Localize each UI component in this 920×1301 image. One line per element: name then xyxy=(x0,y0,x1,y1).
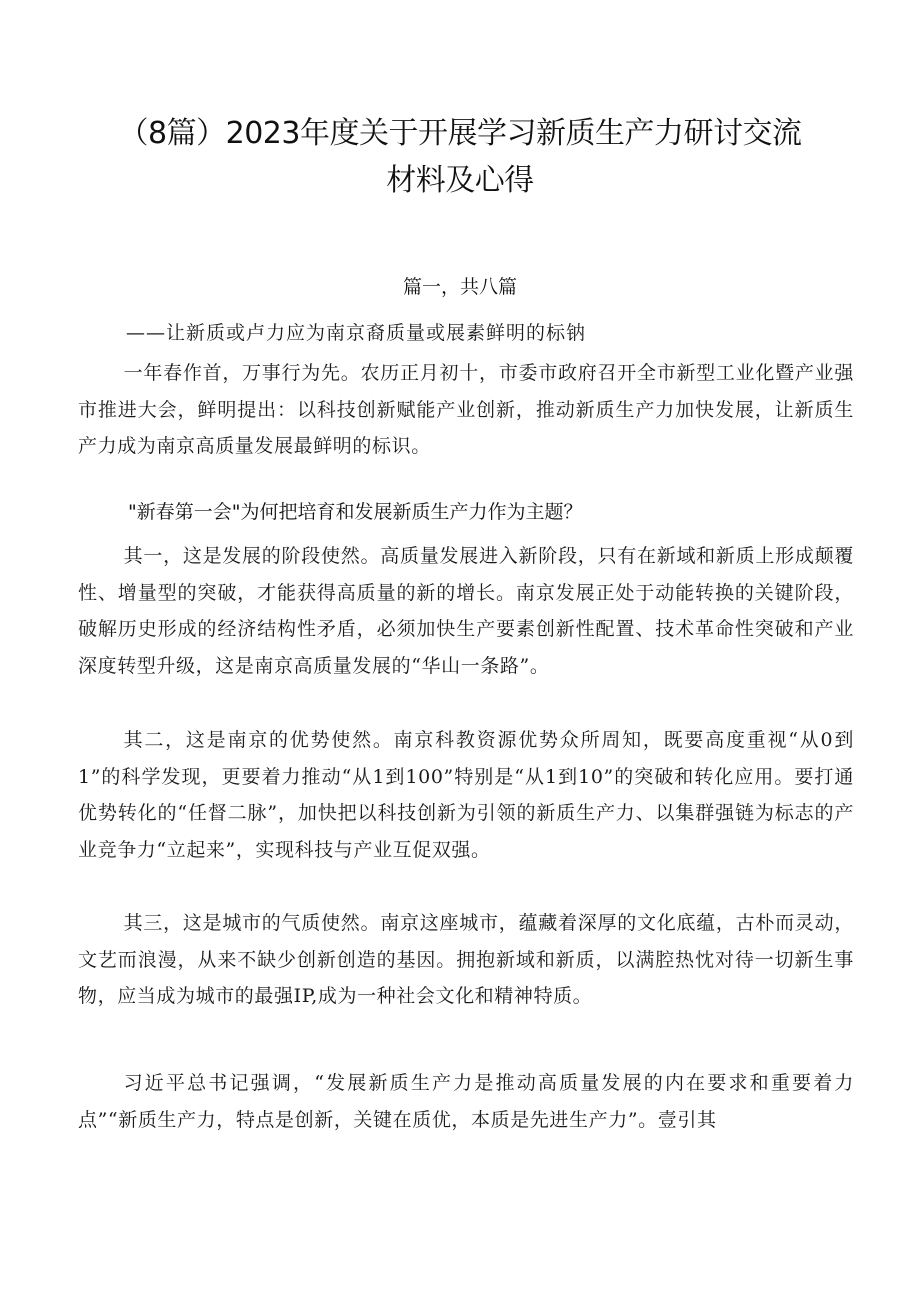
tagline: ——让新质或卢力应为南京裔质量或展素鲜明的标钠 xyxy=(126,322,587,344)
title-line-1: （8篇）2023年度关于开展学习新质生产力研讨交流 xyxy=(118,116,802,151)
question-heading: "新春第一会"为何把培育和发展新质生产力作为主题？ xyxy=(128,501,583,523)
paragraph-reason-3: 其三，这是城市的气质使然。南京这座城市，蕴藏着深厚的文化底蕴，古朴而灵动，文艺而浪漫，从来不缺少创新创造的基因。拥抱新域和新质，以满腔热忱对待一切新生事物，应当成为城市的最强IP,成为一种社会文化和精神特质。 xyxy=(78,912,854,1008)
document-title xyxy=(80,110,840,204)
paragraph-reason-2: 其二，这是南京的优势使然。南京科教资源优势众所周知，既要高度重视“从0到1”的科学发现，更要着力推动“从1到100”特别是“从1到10”的突破和转化应用。要打通优势转化的“任督二脉”，加快把以科技创新为引领的新质生产力、以集群强链为标志的产业竞争力“立起来”，实现科技与产业互促双强。 xyxy=(78,729,854,862)
paragraph-quote: 习近平总书记强调，“发展新质生产力是推动高质量发展的内在要求和重要着力点”“新质生产力，特点是创新，关键在质优，本质是先进生产力”。壹引其 xyxy=(78,1072,854,1131)
paragraph-intro: 一年春作首，万事行为先。农历正月初十，市委市政府召开全市新型工业化暨产业强市推进大会，鲜明提出：以科技创新赋能产业创新，推动新质生产力加快发展，让新质生产力成为南京高质量发展最鲜明的标识。 xyxy=(78,362,854,458)
title-line-2: 材料及心得 xyxy=(386,163,534,198)
paragraph-reason-1: 其一，这是发展的阶段使然。高质量发展进入新阶段，只有在新域和新质上形成颠覆性、增量型的突破，才能获得高质量的新的增长。南京发展正处于动能转换的关键阶段，破解历史形成的经济结构性矛盾，必须加快生产要素创新性配置、技术革命性突破和产业深度转型升级，这是南京高质量发展的“华山一条路”。 xyxy=(78,545,854,678)
section-heading: 篇一，共八篇 xyxy=(402,276,517,298)
